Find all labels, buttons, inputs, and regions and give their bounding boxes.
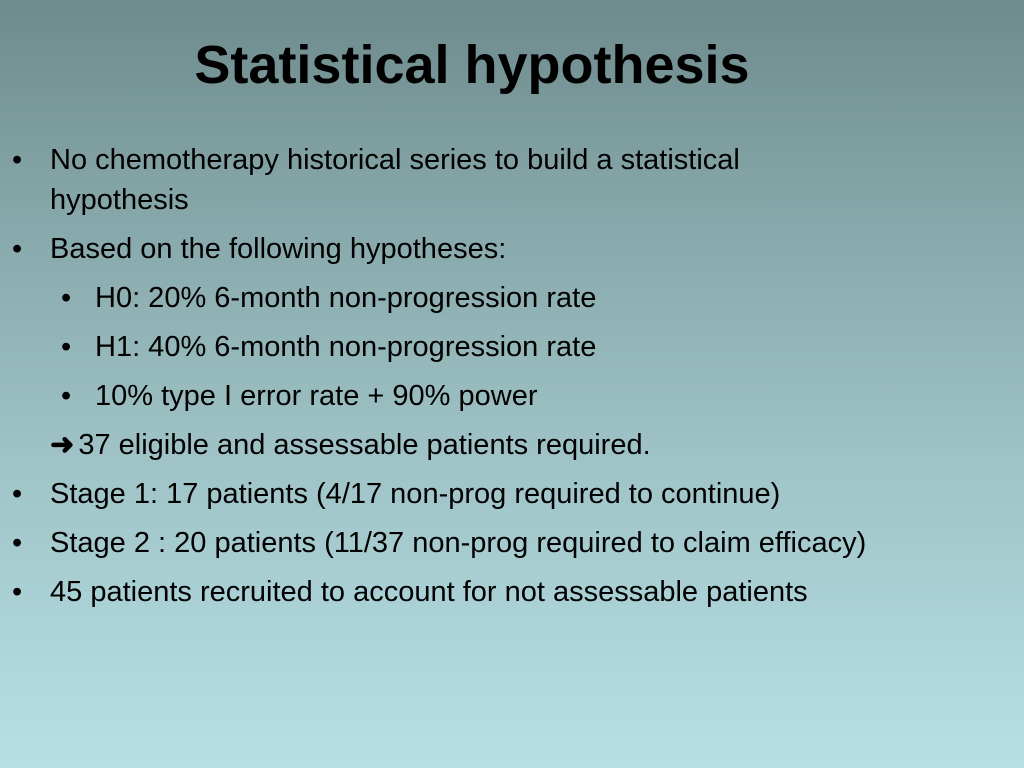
bullet-based-on-hypotheses: • Based on the following hypotheses: bbox=[0, 229, 870, 269]
bullet-no-historical-series: • No chemotherapy historical series to build a statistical hypothesis bbox=[0, 140, 870, 220]
sub-bullet-h1: • H1: 40% 6-month non-progression rate bbox=[0, 327, 895, 367]
sub-bullet-h0: • H0: 20% 6-month non-progression rate bbox=[0, 278, 895, 318]
right-arrow-icon: ➜ bbox=[50, 429, 75, 461]
sub-bullet-error-power: • 10% type I error rate + 90% power bbox=[0, 376, 895, 416]
bullet-list bbox=[0, 140, 1024, 621]
bullet-patients-recruited: • 45 patients recruited to account for not assessable patients bbox=[0, 572, 1010, 612]
result-line bbox=[0, 425, 870, 465]
bullet-stage-2: • Stage 2 : 20 patients (11/37 non-prog required to claim efficacy) bbox=[0, 523, 870, 563]
bullet-stage-1: • Stage 1: 17 patients (4/17 non-prog required to continue) bbox=[0, 474, 1010, 514]
result-text: 37 eligible and assessable patients required. bbox=[78, 429, 651, 461]
slide-title: Statistical hypothesis bbox=[194, 35, 750, 95]
